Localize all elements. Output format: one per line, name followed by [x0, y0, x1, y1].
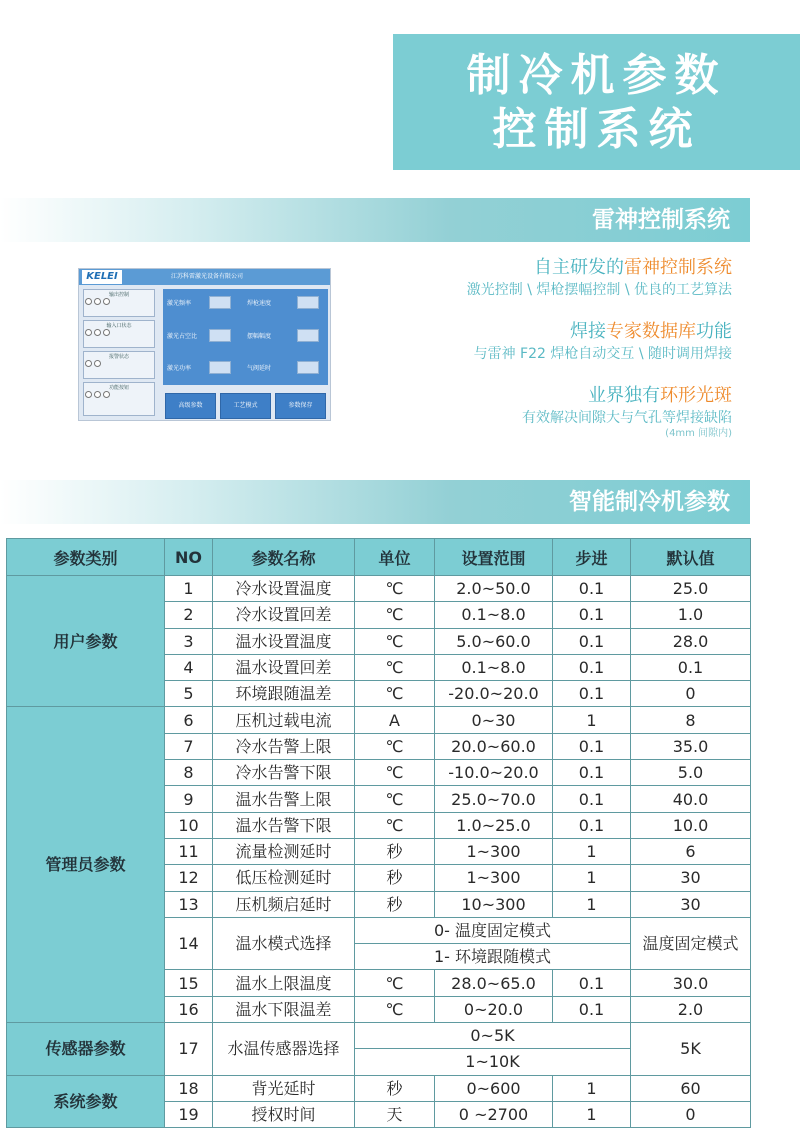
- cell-name: 压机频启延时: [213, 891, 355, 917]
- cell-option: 1- 环境跟随模式: [355, 944, 631, 970]
- cell-no: 6: [165, 707, 213, 733]
- header-name: 参数名称: [213, 539, 355, 576]
- toggle-icon: [85, 391, 92, 398]
- cell-range: 0~30: [435, 707, 553, 733]
- cell-unit: ℃: [355, 576, 435, 602]
- cell-name: 低压检测延时: [213, 865, 355, 891]
- panel-field-label: 焊枪速度: [247, 300, 272, 307]
- feature-title: [467, 256, 732, 280]
- cell-unit: ℃: [355, 602, 435, 628]
- panel-group-label: 报警状态: [108, 354, 129, 360]
- cell-unit: 秒: [355, 865, 435, 891]
- cell-name: 温水设置温度: [213, 628, 355, 654]
- feature-subtitle: 与雷神 F22 焊枪自动交互 \ 随时调用焊接: [473, 346, 732, 362]
- cell-no: 11: [165, 838, 213, 864]
- cell-name: 温水告警下限: [213, 812, 355, 838]
- panel-field-value: [209, 296, 231, 309]
- cell-default: 0.1: [631, 654, 751, 680]
- cell-unit: ℃: [355, 681, 435, 707]
- toggle-icon: [94, 391, 101, 398]
- panel-group: [83, 289, 155, 317]
- header-category: 参数类别: [7, 539, 165, 576]
- feature-title-pre: 业界独有: [588, 385, 660, 406]
- cell-step: 1: [553, 1101, 631, 1127]
- indicator-icon: [94, 298, 101, 305]
- cell-default: 0: [631, 1101, 751, 1127]
- indicator-icon: [94, 360, 101, 367]
- panel-field-label: 气阀延时: [247, 365, 272, 372]
- panel-company: 江苏科雷激光设备有限公司: [171, 273, 244, 280]
- cell-name: 温水告警上限: [213, 786, 355, 812]
- title-line-1: 制冷机参数: [466, 50, 727, 101]
- cell-step: 0.1: [553, 996, 631, 1022]
- cell-range: 28.0~65.0: [435, 970, 553, 996]
- header-no: NO: [165, 539, 213, 576]
- panel-group-label: 功能按钮: [108, 385, 129, 391]
- feature-note: (4mm 间隙内): [665, 428, 732, 439]
- header-unit: 单位: [355, 539, 435, 576]
- cell-default: 35.0: [631, 733, 751, 759]
- table-row: [7, 707, 751, 733]
- cell-step: 0.1: [553, 733, 631, 759]
- panel-group: [83, 320, 155, 348]
- cell-step: 0.1: [553, 760, 631, 786]
- cell-default: 30.0: [631, 970, 751, 996]
- table-header-row: [7, 539, 751, 576]
- cell-name: 冷水告警上限: [213, 733, 355, 759]
- cell-range: 25.0~70.0: [435, 786, 553, 812]
- cell-option: 0- 温度固定模式: [355, 917, 631, 943]
- indicator-icon: [103, 298, 110, 305]
- cell-no: 4: [165, 654, 213, 680]
- cell-name: 温水设置回差: [213, 654, 355, 680]
- feature-title: [522, 384, 732, 408]
- cell-unit: ℃: [355, 812, 435, 838]
- cell-step: 0.1: [553, 970, 631, 996]
- cell-unit: ℃: [355, 970, 435, 996]
- panel-field-value: [209, 361, 231, 374]
- cell-range: 2.0~50.0: [435, 576, 553, 602]
- feature-3: [522, 384, 732, 440]
- cell-no: 5: [165, 681, 213, 707]
- cell-unit: 秒: [355, 1075, 435, 1101]
- cell-default: 5K: [631, 1023, 751, 1076]
- cell-no: 1: [165, 576, 213, 602]
- cell-no: 12: [165, 865, 213, 891]
- cell-name: 流量检测延时: [213, 838, 355, 864]
- cell-no: 13: [165, 891, 213, 917]
- section-band-params: [0, 480, 750, 524]
- parameter-table: [6, 538, 751, 1128]
- cell-step: 0.1: [553, 681, 631, 707]
- panel-field-label: 激光占空比: [167, 333, 198, 340]
- cell-default: 10.0: [631, 812, 751, 838]
- cell-option: 1~10K: [355, 1049, 631, 1075]
- cell-default: 28.0: [631, 628, 751, 654]
- panel-status-column: [83, 289, 155, 417]
- feature-title-highlight: 环形光斑: [660, 385, 732, 406]
- table-row: [7, 1075, 751, 1101]
- cell-step: 1: [553, 865, 631, 891]
- cell-default: 30: [631, 865, 751, 891]
- cell-range: 0~600: [435, 1075, 553, 1101]
- cell-range: 20.0~60.0: [435, 733, 553, 759]
- feature-title-highlight: 雷神控制系统: [624, 257, 732, 278]
- cell-no: 15: [165, 970, 213, 996]
- panel-group-label: 输入口状态: [106, 323, 132, 329]
- cell-step: 1: [553, 891, 631, 917]
- panel-field-label: 摆幅幅度: [247, 333, 272, 340]
- panel-field-label: 激光频率: [167, 300, 192, 307]
- cell-no: 10: [165, 812, 213, 838]
- cell-name: 背光延时: [213, 1075, 355, 1101]
- panel-button-process: 工艺模式: [220, 393, 271, 419]
- indicator-icon: [94, 329, 101, 336]
- control-panel-screenshot: [78, 268, 331, 421]
- panel-group: [83, 382, 155, 416]
- cell-name: 压机过载电流: [213, 707, 355, 733]
- indicator-icon: [85, 329, 92, 336]
- feature-subtitle: 激光控制 \ 焊枪摆幅控制 \ 优良的工艺算法: [466, 282, 732, 298]
- header-step: 步进: [553, 539, 631, 576]
- cell-step: 0.1: [553, 576, 631, 602]
- cell-unit: 秒: [355, 838, 435, 864]
- section-title-control: 雷神控制系统: [592, 207, 730, 233]
- cell-no: 18: [165, 1075, 213, 1101]
- section-band-control: [0, 198, 750, 242]
- cell-range: 0~20.0: [435, 996, 553, 1022]
- feature-title-highlight: 专家数据库: [606, 321, 696, 342]
- cell-step: 0.1: [553, 786, 631, 812]
- cell-range: 0.1~8.0: [435, 602, 553, 628]
- cell-default: 40.0: [631, 786, 751, 812]
- cell-step: 0.1: [553, 628, 631, 654]
- cell-no: 2: [165, 602, 213, 628]
- cell-default: 30: [631, 891, 751, 917]
- category-system: 系统参数: [7, 1075, 165, 1128]
- cell-no: 19: [165, 1101, 213, 1127]
- cell-default: 1.0: [631, 602, 751, 628]
- section-title-params: 智能制冷机参数: [569, 489, 730, 515]
- panel-field-value: [297, 329, 319, 342]
- cell-default: 0: [631, 681, 751, 707]
- category-user: 用户参数: [7, 576, 165, 707]
- cell-unit: ℃: [355, 654, 435, 680]
- cell-name: 冷水告警下限: [213, 760, 355, 786]
- cell-step: 1: [553, 838, 631, 864]
- cell-unit: ℃: [355, 628, 435, 654]
- cell-unit: 秒: [355, 891, 435, 917]
- cell-unit: ℃: [355, 996, 435, 1022]
- table-row: [7, 1023, 751, 1049]
- feature-title-post: 功能: [696, 321, 732, 342]
- cell-name: 温水下限温差: [213, 996, 355, 1022]
- cell-unit: ℃: [355, 733, 435, 759]
- cell-default: 2.0: [631, 996, 751, 1022]
- cell-range: 5.0~60.0: [435, 628, 553, 654]
- cell-default: 8: [631, 707, 751, 733]
- cell-no: 8: [165, 760, 213, 786]
- panel-field-value: [297, 296, 319, 309]
- cell-default: 60: [631, 1075, 751, 1101]
- panel-parameter-area: [163, 289, 328, 385]
- panel-logo: KELEI: [82, 270, 122, 284]
- cell-step: 1: [553, 707, 631, 733]
- feature-2: [474, 320, 732, 364]
- cell-unit: ℃: [355, 760, 435, 786]
- cell-step: 0.1: [553, 602, 631, 628]
- category-admin: 管理员参数: [7, 707, 165, 1023]
- indicator-icon: [85, 360, 92, 367]
- cell-name: 冷水设置回差: [213, 602, 355, 628]
- cell-name: 授权时间: [213, 1101, 355, 1127]
- panel-header: [79, 269, 330, 285]
- cell-range: -10.0~20.0: [435, 760, 553, 786]
- cell-unit: ℃: [355, 786, 435, 812]
- cell-name: 水温传感器选择: [213, 1023, 355, 1076]
- header-default: 默认值: [631, 539, 751, 576]
- cell-unit: 天: [355, 1101, 435, 1127]
- table-row: [7, 576, 751, 602]
- cell-range: 1.0~25.0: [435, 812, 553, 838]
- cell-no: 16: [165, 996, 213, 1022]
- title-box: [393, 34, 800, 170]
- panel-field-value: [209, 329, 231, 342]
- feature-title: [474, 320, 732, 344]
- feature-title-pre: 焊接: [570, 321, 606, 342]
- toggle-icon: [103, 391, 110, 398]
- feature-subtitle: 有效解决间隙大与气孔等焊接缺陷: [522, 410, 732, 426]
- cell-range: 0.1~8.0: [435, 654, 553, 680]
- cell-range: 1~300: [435, 838, 553, 864]
- cell-name: 温水模式选择: [213, 917, 355, 970]
- panel-button-save: 参数保存: [275, 393, 326, 419]
- cell-range: -20.0~20.0: [435, 681, 553, 707]
- cell-no: 17: [165, 1023, 213, 1076]
- header-range: 设置范围: [435, 539, 553, 576]
- panel-group-label: 输出控制: [108, 292, 129, 298]
- cell-default: 25.0: [631, 576, 751, 602]
- cell-no: 9: [165, 786, 213, 812]
- cell-name: 冷水设置温度: [213, 576, 355, 602]
- cell-step: 0.1: [553, 812, 631, 838]
- cell-no: 7: [165, 733, 213, 759]
- cell-step: 1: [553, 1075, 631, 1101]
- cell-name: 环境跟随温差: [213, 681, 355, 707]
- cell-default: 5.0: [631, 760, 751, 786]
- feature-1: [467, 256, 732, 300]
- cell-default: 温度固定模式: [631, 917, 751, 970]
- category-sensor: 传感器参数: [7, 1023, 165, 1076]
- feature-title-pre: 自主研发的: [534, 257, 624, 278]
- panel-field-value: [297, 361, 319, 374]
- panel-button-advanced: 高级参数: [165, 393, 216, 419]
- cell-range: 10~300: [435, 891, 553, 917]
- cell-no: 3: [165, 628, 213, 654]
- cell-range: 0 ~2700: [435, 1101, 553, 1127]
- cell-range: 1~300: [435, 865, 553, 891]
- panel-group: [83, 351, 155, 379]
- indicator-icon: [85, 298, 92, 305]
- title-line-2: 控制系统: [492, 104, 701, 155]
- panel-field-label: 激光功率: [167, 365, 192, 372]
- cell-name: 温水上限温度: [213, 970, 355, 996]
- cell-option: 0~5K: [355, 1023, 631, 1049]
- cell-step: 0.1: [553, 654, 631, 680]
- cell-unit: A: [355, 707, 435, 733]
- cell-no: 14: [165, 917, 213, 970]
- indicator-icon: [103, 329, 110, 336]
- cell-default: 6: [631, 838, 751, 864]
